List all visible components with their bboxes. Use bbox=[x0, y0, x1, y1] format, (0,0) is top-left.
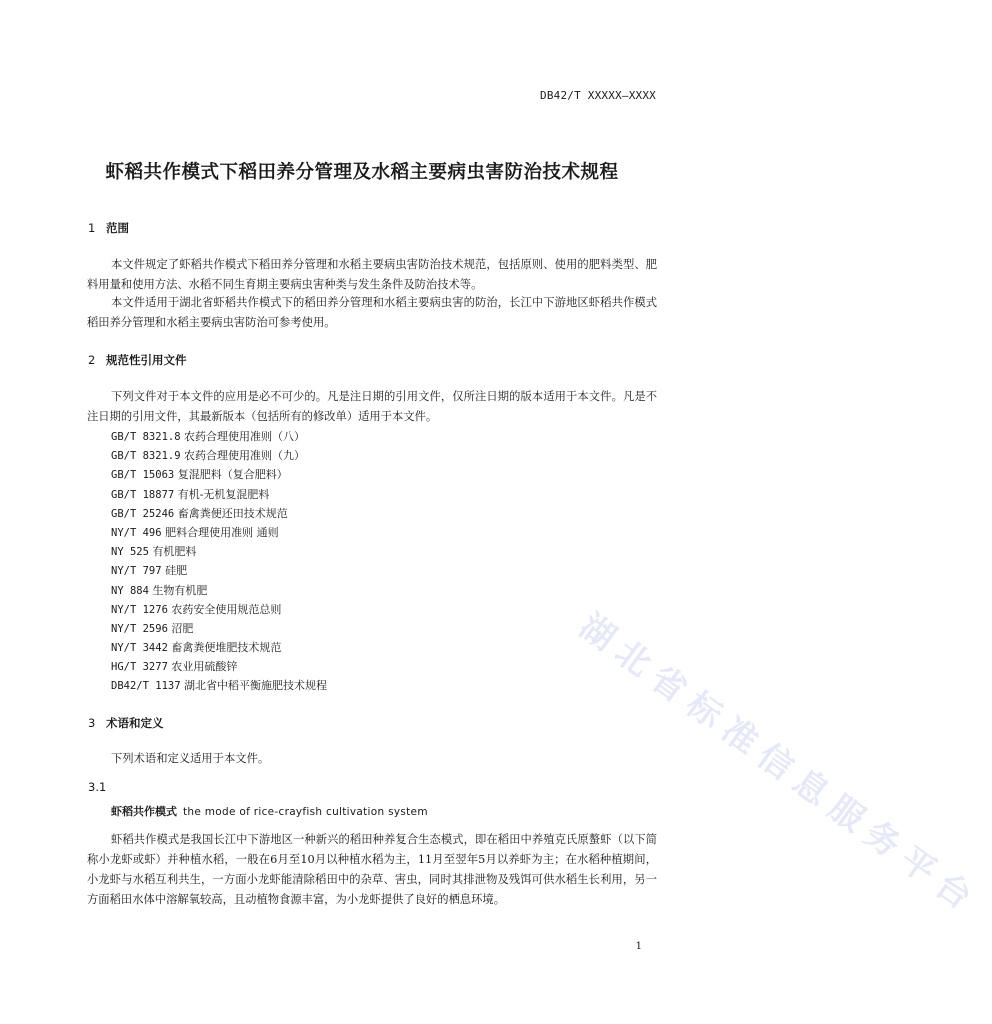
reference-title: 硅肥 bbox=[165, 564, 188, 578]
section-number: 1 bbox=[88, 221, 96, 235]
reference-item bbox=[111, 638, 327, 657]
reference-code: HG/T 3277 bbox=[111, 661, 168, 674]
reference-title: 农药合理使用准则（九） bbox=[184, 449, 306, 463]
section-title: 术语和定义 bbox=[106, 716, 164, 730]
subsection-number: 3.1 bbox=[88, 780, 107, 794]
reference-item bbox=[111, 427, 327, 446]
section-title: 规范性引用文件 bbox=[106, 353, 187, 367]
scope-paragraph-1: 本文件规定了虾稻共作模式下稻田养分管理和水稻主要病虫害防治技术规范，包括原则、使用的肥料类型、肥料用量和使用方法、水稻不同生育期主要病虫害种类与发生条件及防治技术等。 bbox=[87, 258, 657, 291]
document-title: 虾稻共作模式下稻田养分管理及水稻主要病虫害防治技术规程 bbox=[105, 162, 619, 183]
reference-code: GB/T 8321.9 bbox=[111, 450, 181, 463]
reference-item bbox=[111, 657, 327, 676]
section-number: 3 bbox=[88, 716, 96, 730]
reference-item bbox=[111, 581, 327, 600]
section-number: 2 bbox=[88, 353, 96, 367]
reference-item bbox=[111, 676, 327, 695]
reference-title: 农业用硫酸锌 bbox=[171, 660, 238, 674]
reference-code: NY/T 496 bbox=[111, 526, 162, 539]
term-definition: 虾稻共作模式是我国长江中下游地区一种新兴的稻田种养复合生态模式，即在稻田中养殖克氏原螯虾（以下简称小龙虾或虾）并种植水稻，一般在6月至10月以种植水稻为主，11月至翌年5月以养虾为主；在水稻种植期间，小龙虾与水稻互利共生，一方面小龙虾能清除稻田中的杂草、害虫，同时其排泄物及残饵可供水稻生长利用，另一方面稻田水体中溶解氧较高，且动植物食源丰富，为小龙虾提供了良好的栖息环境。 bbox=[87, 833, 657, 906]
reference-title: 生物有机肥 bbox=[152, 583, 208, 597]
document-code: DB42/T XXXXX—XXXX bbox=[540, 89, 656, 102]
reference-code: GB/T 18877 bbox=[111, 488, 175, 501]
terms-intro: 下列术语和定义适用于本文件。 bbox=[111, 752, 270, 765]
reference-title: 畜禽粪便堆肥技术规范 bbox=[171, 641, 282, 655]
section-2-heading bbox=[88, 352, 187, 368]
section-title: 范围 bbox=[106, 221, 129, 235]
reference-item bbox=[111, 600, 327, 619]
reference-code: GB/T 25246 bbox=[111, 507, 175, 520]
term-english: the mode of rice-crayfish cultivation system bbox=[183, 806, 428, 818]
scope-paragraph-2: 本文件适用于湖北省虾稻共作模式下的稻田养分管理和水稻主要病虫害的防治，长江中下游地区虾稻共作模式稻田养分管理和水稻主要病虫害防治可参考使用。 bbox=[87, 296, 657, 329]
reference-item bbox=[111, 504, 327, 523]
section-3-heading bbox=[88, 715, 164, 731]
page-number: 1 bbox=[635, 941, 642, 952]
reference-title: 有机肥料 bbox=[152, 545, 197, 559]
reference-code: NY 525 bbox=[111, 546, 149, 559]
reference-code: NY/T 3442 bbox=[111, 642, 168, 655]
reference-title: 肥料合理使用准则 通则 bbox=[165, 525, 279, 539]
term-entry bbox=[111, 803, 428, 819]
reference-title: 湖北省中稻平衡施肥技术规程 bbox=[184, 679, 328, 693]
reference-code: NY/T 2596 bbox=[111, 622, 168, 635]
section-1-heading bbox=[88, 220, 129, 236]
reference-title: 畜禽粪便还田技术规范 bbox=[177, 506, 288, 520]
reference-title: 沼肥 bbox=[171, 621, 194, 635]
reference-item bbox=[111, 542, 327, 561]
reference-item bbox=[111, 619, 327, 638]
reference-item bbox=[111, 446, 327, 465]
reference-code: GB/T 8321.8 bbox=[111, 431, 181, 443]
reference-code: NY/T 797 bbox=[111, 565, 162, 578]
reference-item bbox=[111, 561, 327, 580]
reference-code: GB/T 15063 bbox=[111, 469, 175, 482]
reference-code: NY 884 bbox=[111, 584, 149, 597]
watermark-text: 湖北省标准信息服务平台 bbox=[571, 606, 987, 924]
reference-list bbox=[111, 427, 327, 696]
reference-title: 复混肥料（复合肥料） bbox=[177, 468, 288, 482]
term-chinese: 虾稻共作模式 bbox=[111, 805, 177, 818]
reference-title: 有机-无机复混肥料 bbox=[177, 487, 270, 501]
reference-item bbox=[111, 523, 327, 542]
reference-item bbox=[111, 465, 327, 484]
reference-code: NY/T 1276 bbox=[111, 603, 168, 616]
reference-item bbox=[111, 485, 327, 504]
reference-code: DB42/T 1137 bbox=[111, 680, 181, 693]
reference-title: 农药安全使用规范总则 bbox=[171, 602, 282, 616]
references-intro: 下列文件对于本文件的应用是必不可少的。凡是注日期的引用文件，仅所注日期的版本适用于本文件。凡是不注日期的引用文件，其最新版本（包括所有的修改单）适用于本文件。 bbox=[87, 390, 657, 423]
reference-title: 农药合理使用准则（八） bbox=[184, 430, 306, 443]
